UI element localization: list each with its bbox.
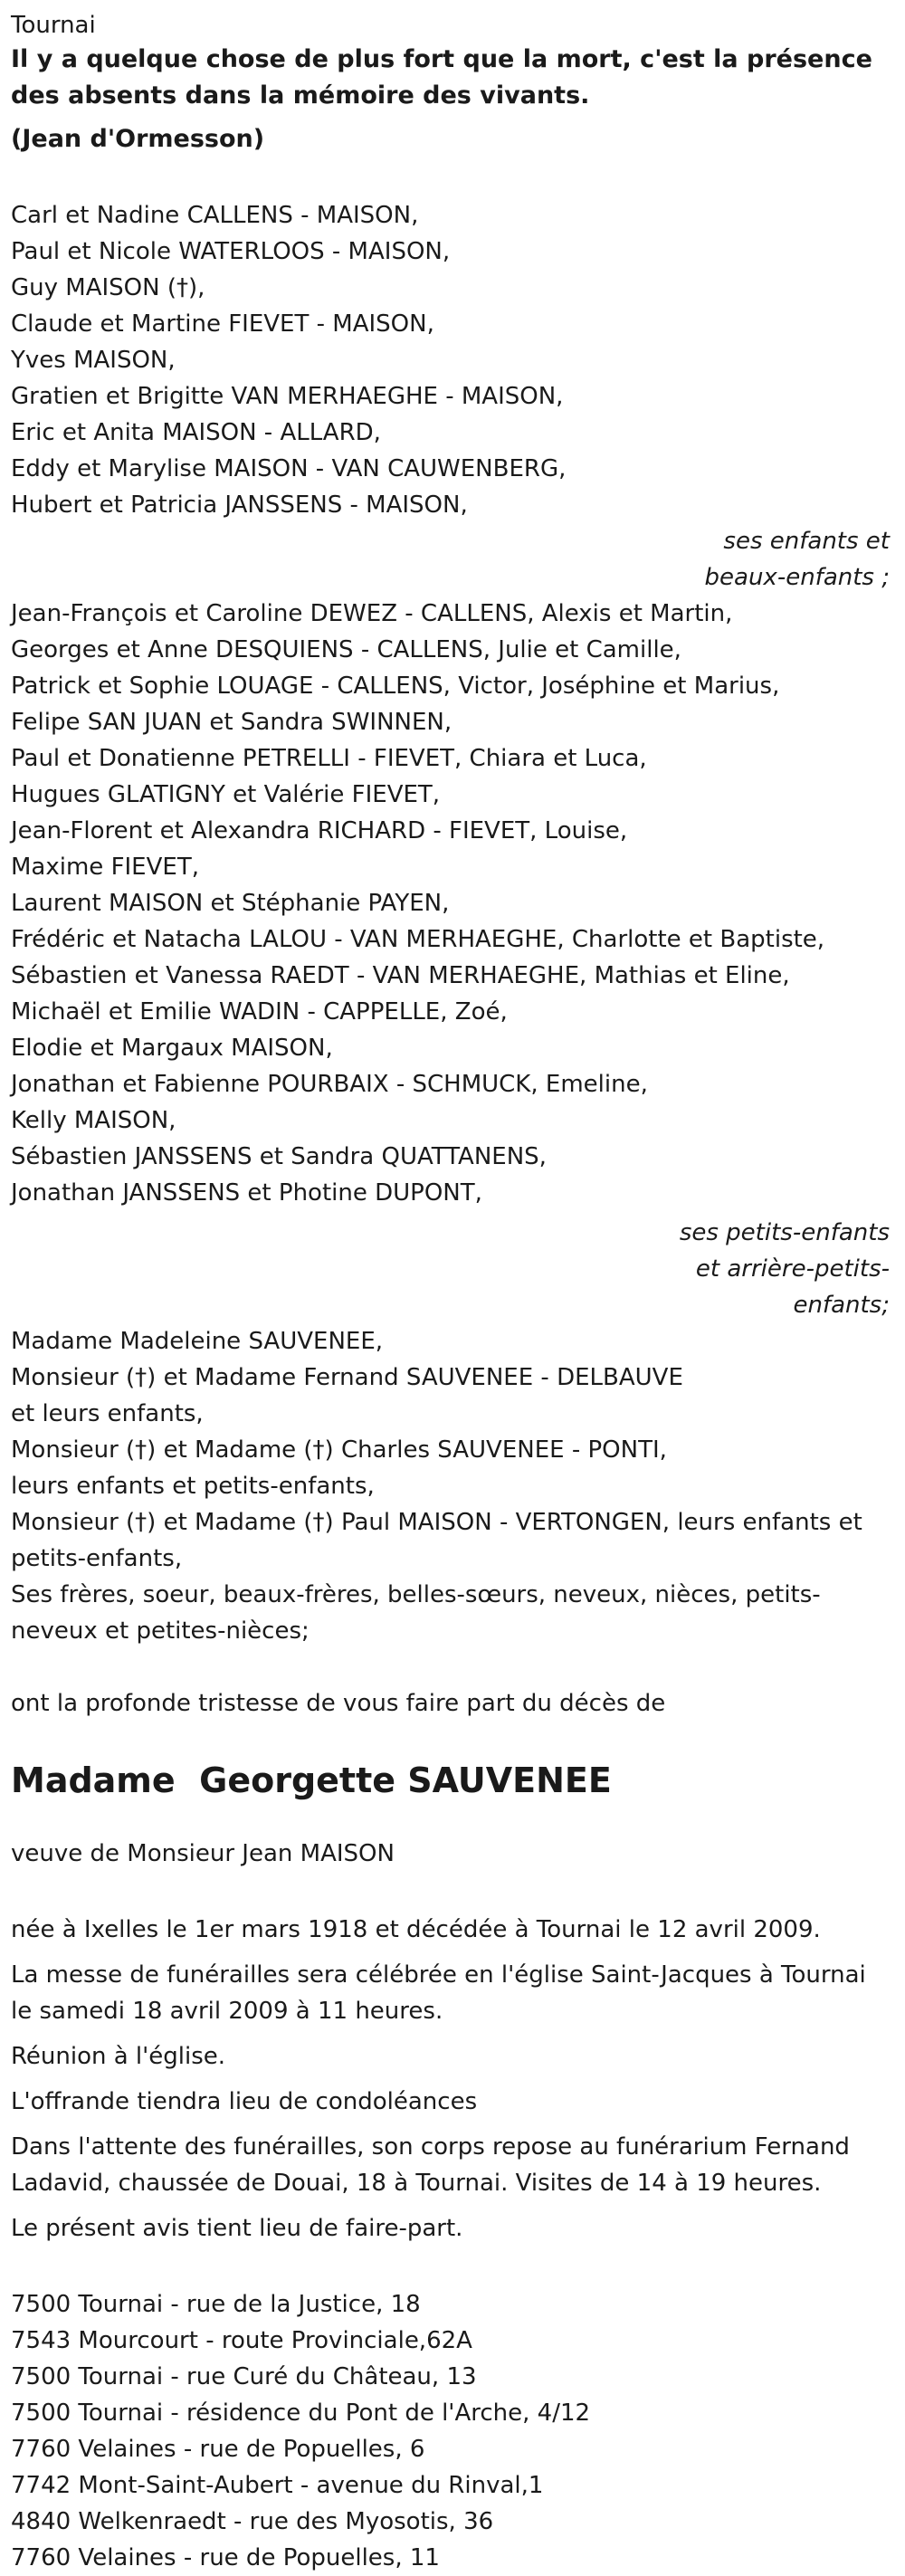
list-item: leurs enfants et petits-enfants, [11, 1473, 375, 1500]
birth-death-text: née à Ixelles le 1er mars 1918 et décédée à Tournai le 12 avril 2009. [11, 1916, 821, 1943]
address-item: 7500 Tournai - résidence du Pont de l'Arche, 4/12 [11, 2399, 591, 2427]
children-note [11, 523, 894, 596]
list-item: neveux et petites-nièces; [11, 1617, 310, 1645]
offering-paragraph [11, 2084, 894, 2120]
address-list [11, 2286, 894, 2576]
note-line: enfants; [793, 1292, 890, 1319]
list-item: Georges et Anne DESQUIENS - CALLENS, Julie et Camille, [11, 636, 681, 663]
list-item: petits-enfants, [11, 1545, 183, 1572]
children-list [11, 197, 894, 523]
address-item: 7760 Velaines - rue de Popuelles, 11 [11, 2544, 440, 2571]
list-item: Hubert et Patricia JANSSENS - MAISON, [11, 491, 468, 519]
family-list [11, 1323, 894, 1649]
widow-of-text: veuve de Monsieur Jean MAISON [11, 1840, 395, 1867]
list-item: Carl et Nadine CALLENS - MAISON, [11, 202, 419, 229]
list-item: Monsieur (†) et Madame (†) Paul MAISON - VERTONGEN, leurs enfants et [11, 1509, 862, 1536]
announcement-text: ont la profonde tristesse de vous faire part du décès de [11, 1690, 666, 1717]
list-item: Madame Madeleine SAUVENEE, [11, 1328, 384, 1355]
note-line: ses enfants et [723, 528, 890, 555]
list-item: Yves MAISON, [11, 347, 176, 374]
address-item: 7742 Mont-Saint-Aubert - avenue du Rinval,1 [11, 2472, 544, 2499]
note-line: et arrière-petits- [695, 1255, 890, 1283]
address-item: 7500 Tournai - rue de la Justice, 18 [11, 2291, 421, 2318]
deceased-name: Madame Georgette SAUVENEE [11, 1760, 612, 1800]
note-line: beaux-enfants ; [704, 564, 890, 591]
quote-text: Il y a quelque chose de plus fort que la mort, c'est la présence des absents dans la mémoire des vivants. [11, 45, 872, 110]
list-item: Patrick et Sophie LOUAGE - CALLENS, Victor, Joséphine et Marius, [11, 673, 780, 700]
list-item: Jean-Florent et Alexandra RICHARD - FIEVET, Louise, [11, 817, 628, 844]
meeting-paragraph [11, 2038, 894, 2075]
note-line: ses petits-enfants [679, 1219, 890, 1246]
paragraph-line: L'offrande tiendra lieu de condoléances [11, 2088, 478, 2115]
list-item: Guy MAISON (†), [11, 274, 205, 301]
address-item: 7500 Tournai - rue Curé du Château, 13 [11, 2363, 477, 2390]
grandchildren-note [11, 1215, 894, 1323]
city-name: Tournai [11, 12, 96, 39]
list-item: Eric et Anita MAISON - ALLARD, [11, 419, 381, 446]
list-item: Hugues GLATIGNY et Valérie FIEVET, [11, 781, 441, 808]
list-item: Felipe SAN JUAN et Sandra SWINNEN, [11, 709, 452, 736]
list-item: Claude et Martine FIEVET - MAISON, [11, 310, 434, 338]
paragraph-line: Réunion à l'église. [11, 2043, 226, 2070]
list-item: Laurent MAISON et Stéphanie PAYEN, [11, 890, 450, 917]
address-item: 7543 Mourcourt - route Provinciale,62A [11, 2327, 472, 2354]
list-item: Gratien et Brigitte VAN MERHAEGHE - MAISON, [11, 383, 564, 410]
funeral-paragraph [11, 1957, 894, 2029]
list-item: Ses frères, soeur, beaux-frères, belles-sœurs, neveux, nièces, petits- [11, 1581, 821, 1608]
list-item: Michaël et Emilie WADIN - CAPPELLE, Zoé, [11, 998, 508, 1026]
notice-paragraph [11, 2210, 894, 2247]
list-item: et leurs enfants, [11, 1400, 204, 1427]
quote-author: (Jean d'Ormesson) [11, 125, 265, 153]
paragraph-line: Dans l'attente des funérailles, son corps repose au funérarium Fernand [11, 2133, 850, 2161]
paragraph-line: Le présent avis tient lieu de faire-part. [11, 2215, 463, 2242]
list-item: Monsieur (†) et Madame Fernand SAUVENEE - DELBAUVE [11, 1364, 683, 1391]
list-item: Maxime FIEVET, [11, 854, 199, 881]
list-item: Jean-François et Caroline DEWEZ - CALLENS, Alexis et Martin, [11, 600, 733, 627]
funerarium-paragraph [11, 2129, 894, 2201]
list-item: Kelly MAISON, [11, 1107, 176, 1134]
list-item: Jonathan JANSSENS et Photine DUPONT, [11, 1179, 482, 1207]
list-item: Frédéric et Natacha LALOU - VAN MERHAEGHE, Charlotte et Baptiste, [11, 926, 825, 953]
list-item: Eddy et Marylise MAISON - VAN CAUWENBERG, [11, 455, 567, 482]
list-item: Monsieur (†) et Madame (†) Charles SAUVENEE - PONTI, [11, 1436, 667, 1464]
address-item: 7760 Velaines - rue de Popuelles, 6 [11, 2436, 425, 2463]
list-item: Sébastien JANSSENS et Sandra QUATTANENS, [11, 1143, 547, 1170]
list-item: Elodie et Margaux MAISON, [11, 1035, 333, 1062]
list-item: Jonathan et Fabienne POURBAIX - SCHMUCK, Emeline, [11, 1071, 648, 1098]
paragraph-line: La messe de funérailles sera célébrée en l'église Saint-Jacques à Tournai [11, 1961, 866, 1989]
paragraph-line: Ladavid, chaussée de Douai, 18 à Tournai. Visites de 14 à 19 heures. [11, 2170, 822, 2197]
grandchildren-list [11, 596, 894, 1211]
list-item: Sébastien et Vanessa RAEDT - VAN MERHAEGHE, Mathias et Eline, [11, 962, 790, 989]
list-item: Paul et Nicole WATERLOOS - MAISON, [11, 238, 451, 265]
address-item: 4840 Welkenraedt - rue des Myosotis, 36 [11, 2508, 494, 2535]
list-item: Paul et Donatienne PETRELLI - FIEVET, Chiara et Luca, [11, 745, 647, 772]
paragraph-line: le samedi 18 avril 2009 à 11 heures. [11, 1998, 443, 2025]
